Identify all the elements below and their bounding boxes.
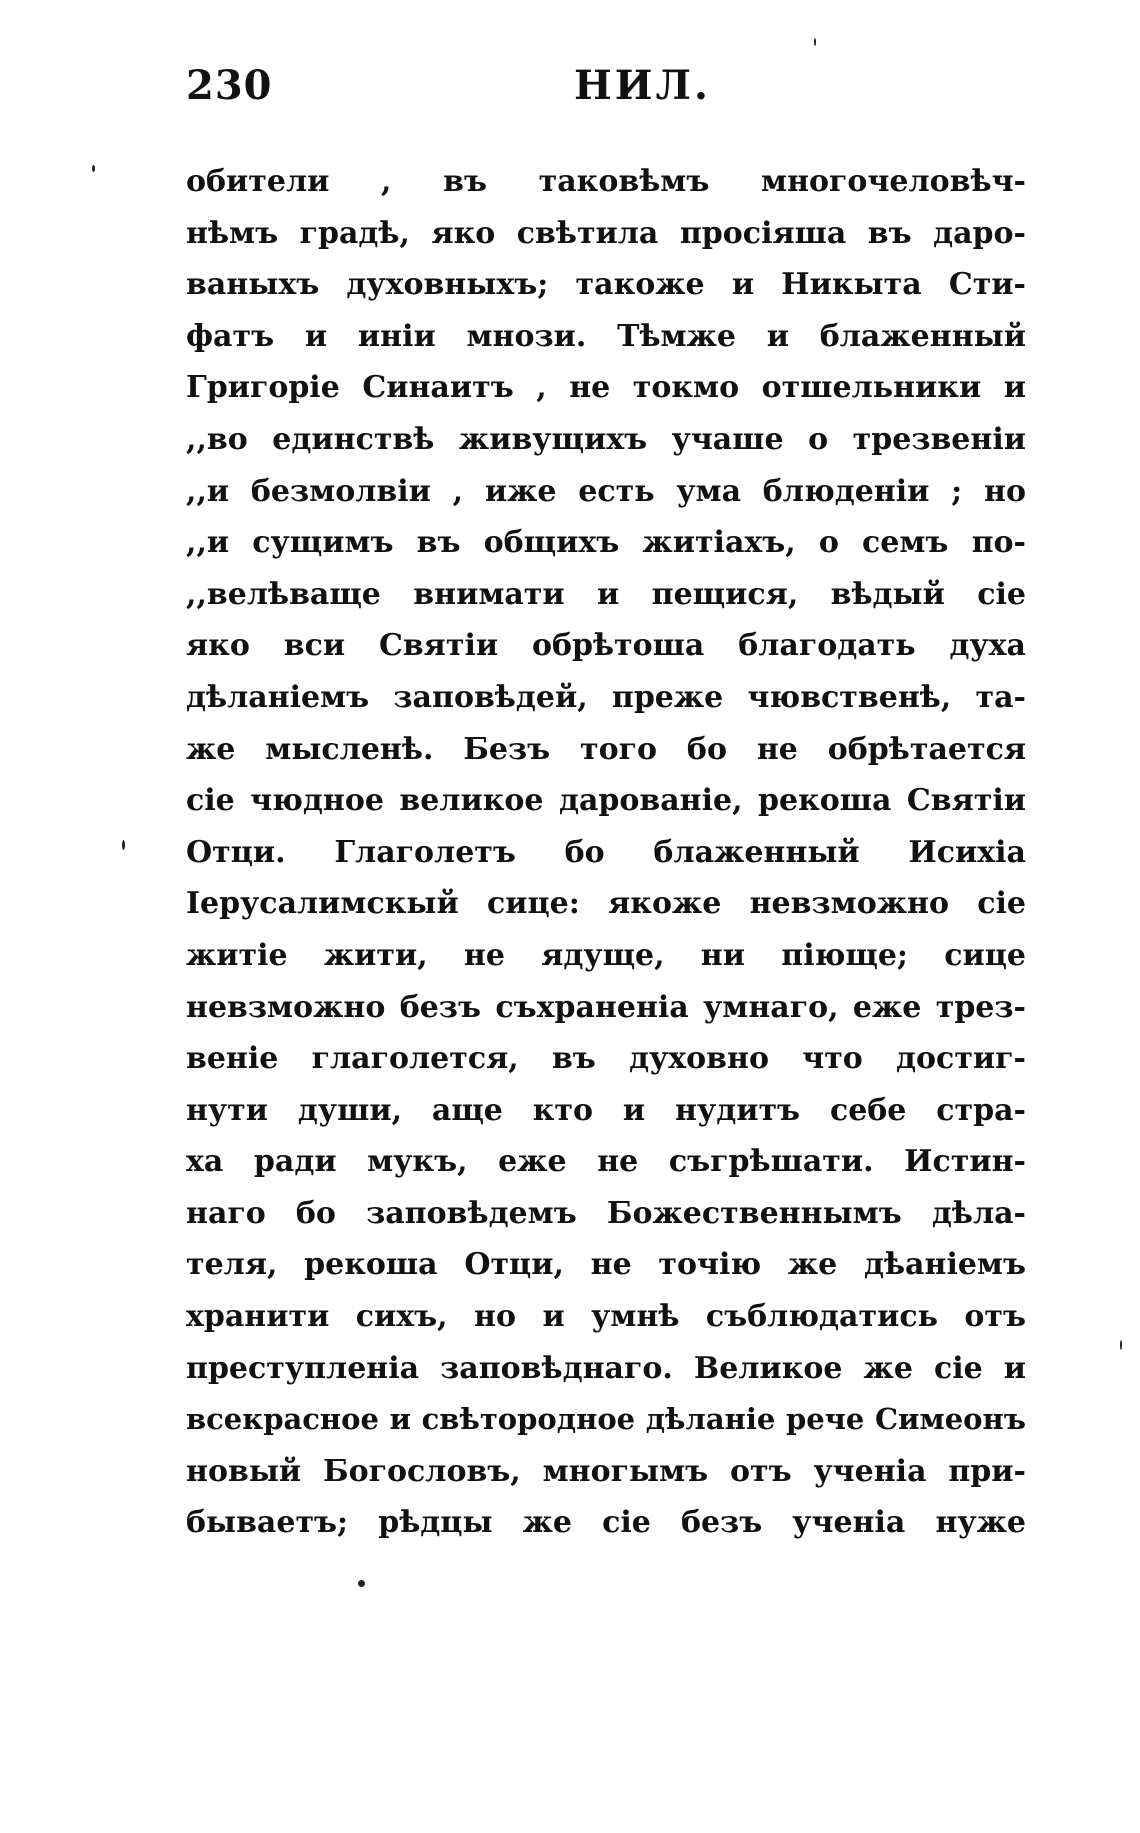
text-line: сіе чюдное великое дарованіе, рекоша Святіи xyxy=(186,783,1026,819)
text-line: невзможно безъ съхраненіа умнаго, еже трез- xyxy=(186,989,1026,1025)
scan-speck xyxy=(1120,1340,1122,1350)
text-line: ,,во единствѣ живущихъ учаше о трезвеніи xyxy=(186,421,1026,457)
text-line: наго бо заповѣдемъ Божественнымъ дѣла- xyxy=(186,1195,1026,1231)
text-line: житіе жити, не ядуще, ни піюще; сице xyxy=(186,937,1026,973)
text-line: бываетъ; рѣдцы же сіе безъ ученіа нуже xyxy=(186,1505,1026,1541)
text-line: Отци. Глаголетъ бо блаженный Исихіа xyxy=(186,834,1026,870)
text-line: теля, рекоша Отци, не точію же дѣаніемъ xyxy=(186,1247,1026,1283)
text-line: обители , въ таковѣмъ многочеловѣч- xyxy=(186,164,1026,199)
text-line: всекрасное и свѣтородное дѣланіе рече Симеонъ xyxy=(186,1402,1026,1437)
text-line: ,,и безмолвіи , иже есть ума блюденіи ; но xyxy=(186,473,1026,509)
running-head: НИЛ. xyxy=(574,62,711,109)
text-line: Іерусалимскый сице: якоже невзможно сіе xyxy=(186,886,1026,922)
text-line: нути души, аще кто и нудитъ себе стра- xyxy=(186,1092,1026,1128)
text-line: ха ради мукъ, еже не съгрѣшати. Истин- xyxy=(186,1144,1026,1180)
text-line: Григоріе Синаитъ , не токмо отшельники и xyxy=(186,370,1026,406)
text-line: преступленіа заповѣднаго. Великое же сіе и xyxy=(186,1350,1026,1386)
text-line: же мысленѣ. Безъ того бо не обрѣтается xyxy=(186,731,1026,767)
text-line: ,,велѣваще внимати и пещися, вѣдый сіе xyxy=(186,576,1026,612)
text-line: ,,и сущимъ въ общихъ житіахъ, о семъ по- xyxy=(186,525,1026,561)
text-line: яко вси Святіи обрѣтоша благодать духа xyxy=(186,628,1026,664)
text-line: дѣланіемъ заповѣдей, преже чювственѣ, та- xyxy=(186,679,1026,715)
scan-speck xyxy=(92,165,95,172)
text-line: веніе глаголется, въ духовно что достиг- xyxy=(186,1041,1026,1077)
text-line: фатъ и иніи мнози. Тѣмже и блаженный xyxy=(186,318,1026,354)
scan-speck xyxy=(358,1580,365,1587)
page-number: 230 xyxy=(186,62,273,109)
scan-speck xyxy=(122,840,125,850)
text-line: новый Богословъ, многымъ отъ ученіа при- xyxy=(186,1453,1026,1489)
text-line: нѣмъ градѣ, яко свѣтила просіяша въ даро- xyxy=(186,215,1026,251)
text-line: ваныхъ духовныхъ; такоже и Никыта Сти- xyxy=(186,267,1026,303)
scan-speck xyxy=(814,38,816,46)
body-text xyxy=(186,156,1026,1549)
page-header xyxy=(186,62,1026,122)
text-line: хранити сихъ, но и умнѣ съблюдатись отъ xyxy=(186,1299,1026,1335)
